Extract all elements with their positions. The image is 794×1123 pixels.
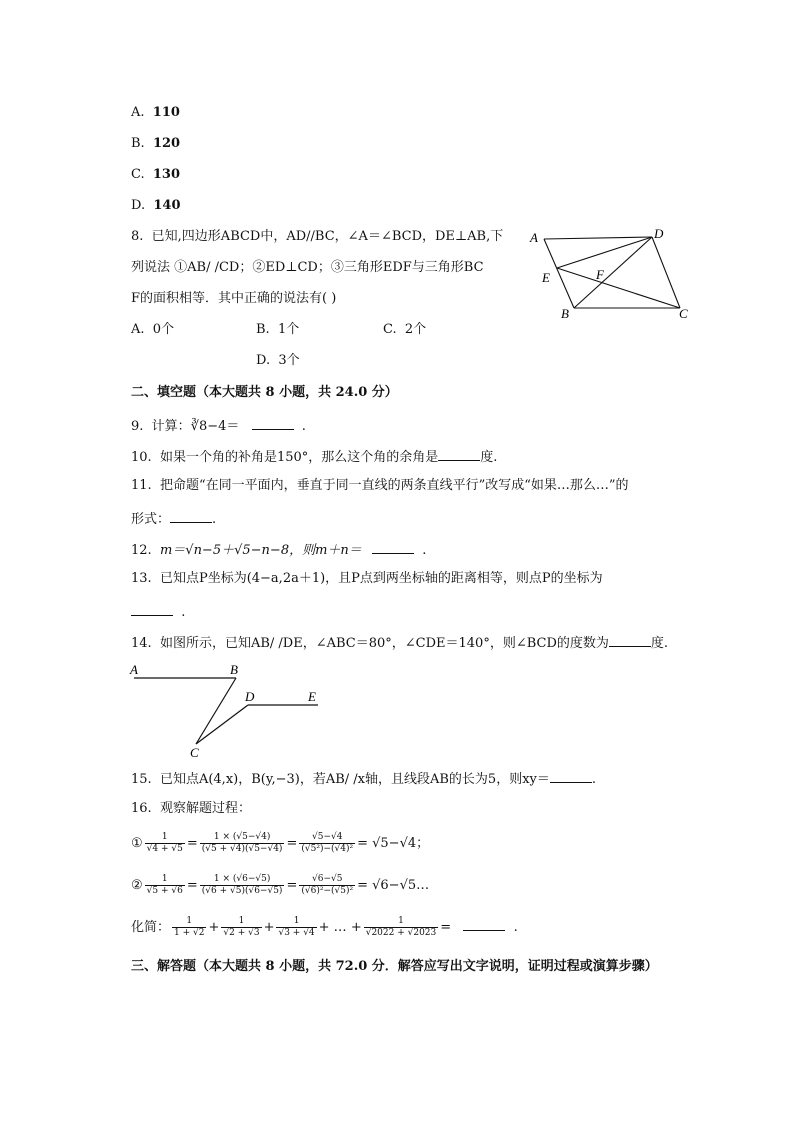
q8-figure bbox=[524, 222, 700, 322]
q15: 15. 已知点A(4,x)，B(y,−3)，若AB/ /x轴，且线段AB的长为5，则xy＝ . bbox=[131, 768, 596, 789]
q8-segment-ec bbox=[557, 268, 680, 308]
q8-label-e: E bbox=[542, 270, 550, 285]
q16-term-3: $\frac{1}{√3 + √4}$ bbox=[278, 916, 315, 938]
q8-option-b: B. 1个 bbox=[256, 322, 300, 337]
q16-term-1: $\frac{1}{1 + √2}$ bbox=[174, 916, 205, 938]
q16-term-last: $\frac{1}{√2022 + √2023}$ bbox=[365, 916, 437, 938]
q14-segment-cd bbox=[196, 705, 248, 744]
section-3-title: 三、解答题（本大题共 8 小题，共 72.0 分．解答应写出文字说明，证明过程或演算步骤） bbox=[131, 959, 658, 974]
q14-label-a: A bbox=[130, 662, 138, 677]
q8-label-b: B bbox=[561, 306, 569, 321]
q11-line2: 形式： . bbox=[131, 508, 216, 529]
q8-option-d: D. 3个 bbox=[256, 353, 300, 368]
q8-segment-ad bbox=[544, 237, 652, 239]
q16-step2-mid: $\frac{1 \times (√6-√5)}{(√6 + √5)(√6-√5)}$ bbox=[201, 874, 283, 896]
section-2-title: 二、填空题（本大题共 8 小题，共 24.0 分） bbox=[131, 385, 398, 400]
q13-line1: 13. 已知点P坐标为(4−a,2a＋1)，且P点到两坐标轴的距离相等，则点P的坐标为 bbox=[131, 571, 603, 586]
q15-answer-blank[interactable] bbox=[550, 768, 592, 783]
q16-term-2: $\frac{1}{√2 + √3}$ bbox=[223, 916, 260, 938]
q8-option-c: C. 2个 bbox=[383, 322, 427, 337]
q16-step2-right: $\frac{√6-√5}{\text{(√6)²−(√5)²}}$ bbox=[301, 874, 354, 896]
q14-label-e: E bbox=[308, 689, 316, 704]
q8-line1: 8. 已知,四边形ABCD中，AD//BC，∠A＝∠BCD，DE⊥AB,下 bbox=[131, 229, 504, 244]
q8-label-c: C bbox=[679, 306, 688, 321]
q13-answer-blank[interactable] bbox=[131, 601, 173, 616]
q8-segment-ed bbox=[557, 237, 652, 268]
q16-step1: ① $\frac{1}{√4 + √5}$ = $\frac{1 \times (√5-√4)}{(√5 + √4)(√5-√4)}$ = $\frac{√5-√4}{\text{(√5²)−(√4)²}}$ = √5−√4； bbox=[131, 832, 430, 854]
q9-answer-blank[interactable] bbox=[252, 415, 294, 430]
q14-segment-bc bbox=[196, 678, 236, 744]
q14-label-b: B bbox=[230, 662, 238, 677]
q16-step2: ② $\frac{1}{√5 + √6}$ = $\frac{1 \times (√6-√5)}{(√6 + √5)(√6-√5)}$ = $\frac{√6-√5}{\text{(√6)²−(√5)²}}$ = √6−√5… bbox=[131, 874, 430, 896]
q8-label-a: A bbox=[530, 230, 538, 245]
q8-segment-bd bbox=[574, 237, 652, 308]
q12: 12. m＝√n−5＋√5−n−8，则m＋n＝ . bbox=[131, 539, 426, 560]
q7-option-d: D. 140 bbox=[131, 198, 181, 213]
q8-line2: 列说法 ①AB/ /CD；②ED⊥CD；③三角形EDF与三角形BC bbox=[131, 260, 484, 275]
q8-label-f: F bbox=[596, 267, 604, 282]
q14: 14. 如图所示，已知AB/ /DE，∠ABC＝80°，∠CDE＝140°，则∠BCD的度数为 度. bbox=[131, 632, 668, 653]
q12-answer-blank[interactable] bbox=[372, 539, 414, 554]
q13-line2: . bbox=[131, 601, 185, 622]
q8-label-d: D bbox=[654, 226, 664, 241]
q16-simplify: 化简： $\frac{1}{1 + √2}$ + $\frac{1}{√2 + √3}$ + $\frac{1}{√3 + √4}$ + … + $\frac{1}{√2022 + √2023}$ = . bbox=[131, 916, 518, 938]
q8-line3: F的面积相等．其中正确的说法有( ) bbox=[131, 291, 337, 306]
q16-step2-lhs: $\frac{1}{√5 + √6}$ bbox=[146, 874, 183, 896]
q7-option-b: B. 120 bbox=[131, 136, 181, 151]
q14-label-c: C bbox=[190, 745, 199, 760]
q16-step1-lhs: $\frac{1}{√4 + √5}$ bbox=[146, 832, 183, 854]
q14-figure bbox=[126, 660, 336, 760]
q16-step1-mid: $\frac{1 \times (√5-√4)}{(√5 + √4)(√5-√4)}$ bbox=[201, 832, 283, 854]
q7-option-c: C. 130 bbox=[131, 167, 181, 182]
q9: 9. 计算：∛8−4＝ . bbox=[131, 415, 306, 436]
q11-line1: 11. 把命题“在同一平面内，垂直于同一直线的两条直线平行”改写成“如果…那么…”的 bbox=[131, 478, 629, 493]
q7-option-a: A. 110 bbox=[131, 105, 180, 120]
q11-answer-blank[interactable] bbox=[170, 508, 212, 523]
q8-option-a: A. 0个 bbox=[131, 322, 175, 337]
q16-title: 16. 观察解题过程： bbox=[131, 801, 251, 816]
q16-answer-blank[interactable] bbox=[463, 916, 505, 931]
q16-step1-right: $\frac{√5-√4}{\text{(√5²)−(√4)²}}$ bbox=[301, 832, 354, 854]
q10-answer-blank[interactable] bbox=[438, 446, 480, 461]
q10: 10. 如果一个角的补角是150°，那么这个角的余角是 度. bbox=[131, 446, 497, 467]
q8-segment-dc bbox=[652, 237, 680, 308]
q14-label-d: D bbox=[245, 689, 255, 704]
q14-answer-blank[interactable] bbox=[609, 632, 651, 647]
